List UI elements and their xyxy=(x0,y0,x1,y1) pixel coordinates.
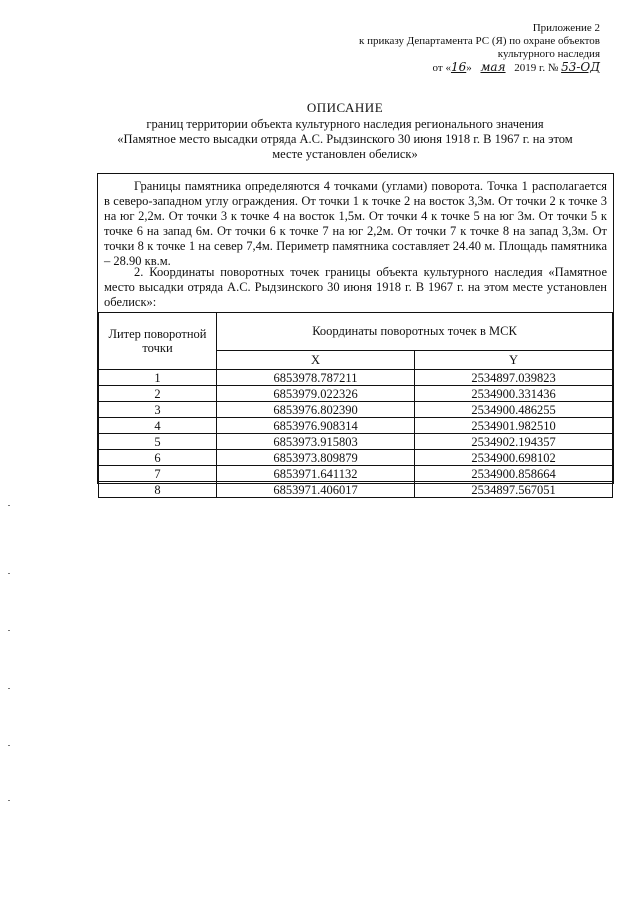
y-coordinate-cell: 2534902.194357 xyxy=(415,434,613,450)
date-prefix: от « xyxy=(432,62,451,74)
table-row xyxy=(99,402,613,418)
coordinates-table xyxy=(98,312,613,498)
title-line-3: месте установлен обелиск» xyxy=(272,147,418,161)
appendix-line-3: культурного наследия xyxy=(497,48,600,60)
description-box xyxy=(97,173,614,497)
margin-mark xyxy=(8,630,10,631)
appendix-line-2: к приказу Департамента РС (Я) по охране объектов xyxy=(358,35,600,47)
table-row xyxy=(99,482,613,498)
x-coordinate-cell: 6853976.802390 xyxy=(217,402,415,418)
margin-mark xyxy=(8,688,10,689)
x-coordinate-cell: 6853971.641132 xyxy=(217,466,415,482)
y-coordinate-cell: 2534900.858664 xyxy=(415,466,613,482)
x-coordinate-cell: 6853976.908314 xyxy=(217,418,415,434)
point-number-cell: 8 xyxy=(99,482,217,498)
column-header-y: Y xyxy=(415,350,613,369)
table-row xyxy=(99,434,613,450)
y-coordinate-cell: 2534900.486255 xyxy=(415,402,613,418)
y-coordinate-cell: 2534897.039823 xyxy=(415,370,613,386)
y-coordinate-cell: 2534897.567051 xyxy=(415,482,613,498)
point-number-cell: 6 xyxy=(99,450,217,466)
margin-mark xyxy=(8,573,10,574)
appendix-line-1: Приложение 2 xyxy=(532,22,600,34)
point-number-cell: 1 xyxy=(99,370,217,386)
x-coordinate-cell: 6853978.787211 xyxy=(217,370,415,386)
point-number-cell: 2 xyxy=(99,386,217,402)
handwritten-day: 16 xyxy=(450,60,467,74)
table-row xyxy=(99,370,613,386)
point-number-cell: 3 xyxy=(99,402,217,418)
handwritten-month: мая xyxy=(480,60,506,74)
title-line-1: границ территории объекта культурного наследия регионального значения xyxy=(146,117,544,131)
column-header-coordinates: Координаты поворотных точек в МСК xyxy=(217,313,613,351)
margin-mark xyxy=(8,505,10,506)
date-mid: » xyxy=(466,62,472,74)
x-coordinate-cell: 6853979.022326 xyxy=(217,386,415,402)
column-header-x: X xyxy=(217,350,415,369)
year-part: 2019 г. № xyxy=(514,62,559,74)
order-date-line xyxy=(359,61,600,75)
y-coordinate-cell: 2534901.982510 xyxy=(415,418,613,434)
table-row xyxy=(99,466,613,482)
coordinates-table-body xyxy=(99,370,613,498)
coordinates-intro: 2. Координаты поворотных точек границы объекта культурного наследия «Памятное место высадки отряда А.С. Рыдзинского 30 июня 1918 г. В 1967 г. на этом месте установлен обелиск»: xyxy=(104,265,607,309)
table-row xyxy=(99,386,613,402)
x-coordinate-cell: 6853973.915803 xyxy=(217,434,415,450)
x-coordinate-cell: 6853973.809879 xyxy=(217,450,415,466)
appendix-header xyxy=(359,22,600,75)
margin-mark xyxy=(8,745,10,746)
table-row xyxy=(99,418,613,434)
x-coordinate-cell: 6853971.406017 xyxy=(217,482,415,498)
y-coordinate-cell: 2534900.331436 xyxy=(415,386,613,402)
handwritten-number: 53-ОД xyxy=(561,60,600,74)
boundary-description: Границы памятника определяются 4 точками (углами) поворота. Точка 1 располагается в северо-западном углу ограждения. От точки 1 к точке 2 на восток 3,3м. От точки 2 к точке 3 на юг 2,2м. От точки 3 к точке 4 на восток 1,5м. От точки 4 к точке 5 на юг 3м. От точки 5 к точке 6 на запад 6м. От точки 6 к точке 7 на юг 2,2м. От точки 7 к точке 8 на запад 3,3м. От точки 8 к точке 1 на север 7,4м. Периметр памятника составляет 24.40 м. Площадь памятника – 28.90 кв.м. xyxy=(104,179,607,268)
title-heading: ОПИСАНИЕ xyxy=(306,100,384,115)
margin-mark xyxy=(8,800,10,801)
point-number-cell: 7 xyxy=(99,466,217,482)
point-number-cell: 4 xyxy=(99,418,217,434)
document-title xyxy=(60,100,630,162)
title-line-2: «Памятное место высадки отряда А.С. Рыдзинского 30 июня 1918 г. В 1967 г. на этом xyxy=(117,132,573,146)
column-header-point: Литер поворотной точки xyxy=(99,313,217,370)
table-row xyxy=(99,450,613,466)
y-coordinate-cell: 2534900.698102 xyxy=(415,450,613,466)
point-number-cell: 5 xyxy=(99,434,217,450)
